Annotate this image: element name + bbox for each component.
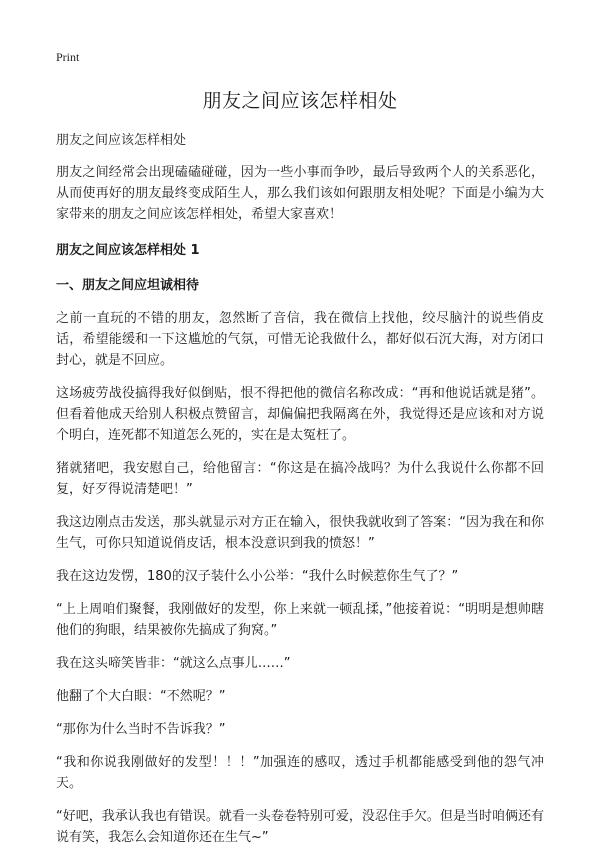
- body-paragraph: 我在这边发愣，180的汉子装什么小公举：“我什么时候惹你生气了？”: [56, 569, 459, 584]
- body-paragraph: “好吧，我承认我也有错误。就看一头卷卷特别可爱，没忍住手欠。但是当时咱俩还有说有笑，我怎么会知道你还在生气~”: [56, 809, 544, 845]
- body-paragraph: “上上周咱们聚餐，我刚做好的发型，你上来就一顿乱揉，”他接着说：“明明是想帅瞎他们的狗眼，结果被你先搞成了狗窝。”: [56, 602, 544, 638]
- intro-paragraph: 朋友之间经常会出现磕磕碰碰，因为一些小事而争吵，最后导致两个人的关系恶化，从而使再好的朋友最终变成陌生人，那么我们该如何跟朋友相处呢？下面是小编为大家带来的朋友之间应该怎样相处，希望大家喜欢！: [56, 165, 544, 222]
- body-paragraph: 我在这头啼笑皆非：“就这么点事儿……”: [56, 656, 291, 671]
- document-subtitle: 朋友之间应该怎样相处: [56, 133, 187, 148]
- section-heading: 朋友之间应该怎样相处 1: [56, 243, 200, 258]
- body-paragraph: 他翻了个大白眼：“不然呢？”: [56, 689, 226, 704]
- sub-heading: 一、朋友之间应坦诚相待: [56, 278, 200, 293]
- body-paragraph: 这场疲劳战役搞得我好似倒贴，恨不得把他的微信名称改成：“再和他说话就是猪”。但看着他成天给别人积极点赞留言，却偏偏把我隔离在外，我觉得还是应该和对方说个明白，连死都不知道怎么死的，实在是太冤枉了。: [56, 386, 544, 443]
- document-title: 朋友之间应该怎样相处: [202, 90, 398, 112]
- body-paragraph: 猪就猪吧，我安慰自己，给他留言：“你这是在搞冷战吗？为什么我说什么你都不回复，好歹得说清楚吧！”: [56, 461, 544, 497]
- body-paragraph: “那你为什么当时不告诉我？”: [56, 722, 226, 737]
- body-paragraph: “我和你说我刚做好的发型！！！”加强连的感叹，透过手机都能感受到他的怨气冲天。: [56, 755, 544, 791]
- body-paragraph: 之前一直玩的不错的朋友，忽然断了音信，我在微信上找他，绞尽脑汁的说些俏皮话，希望能缓和一下这尴尬的气氛，可惜无论我做什么，都好似石沉大海，对方闭口封心，就是不回应。: [56, 311, 544, 368]
- body-paragraph: 我这边刚点击发送，那头就显示对方正在输入，很快我就收到了答案：“因为我在和你生气，可你只知道说俏皮话，根本没意识到我的愤怒！”: [56, 515, 544, 551]
- print-label: Print: [56, 50, 80, 64]
